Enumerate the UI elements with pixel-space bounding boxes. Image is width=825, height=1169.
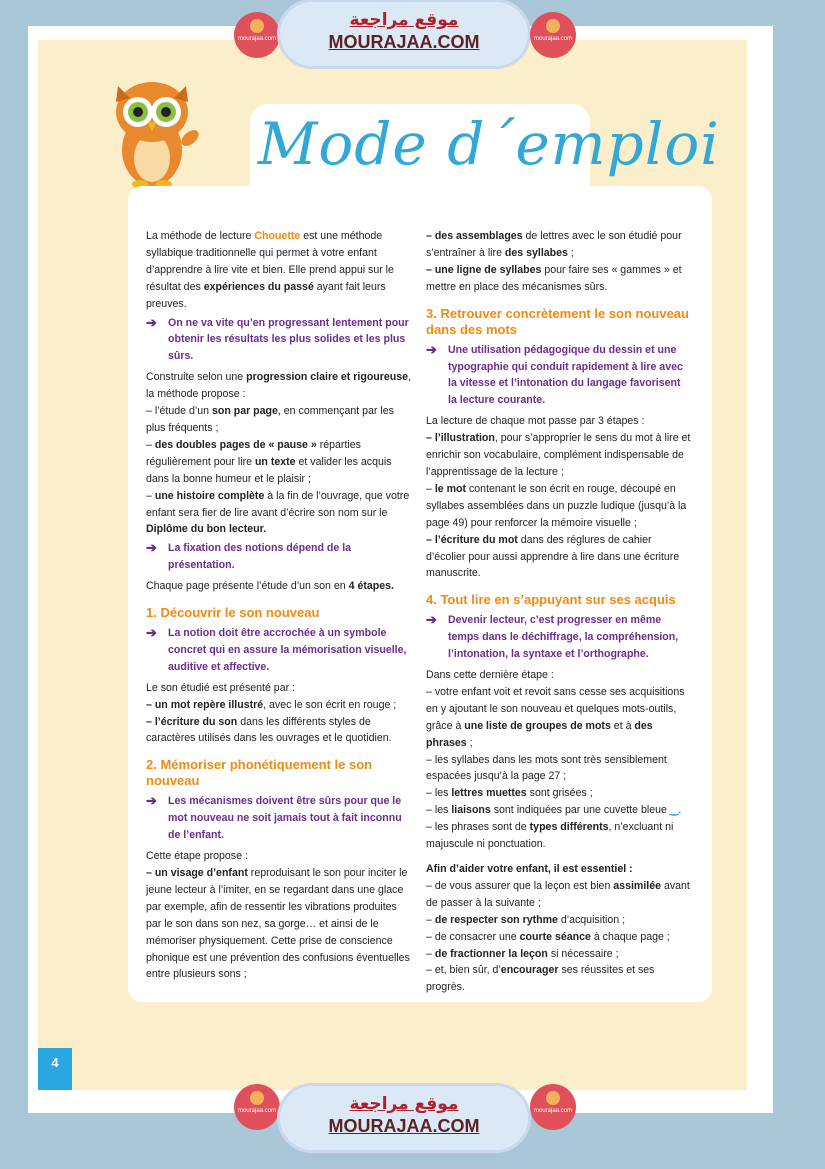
banner-arabic: موقع مراجعة bbox=[349, 10, 459, 30]
logo-mark-icon bbox=[250, 19, 264, 33]
step1-key-point: ➔ La notion doit être accrochée à un symbole concret qui en assure la mémorisation visuelle, auditive et affective. bbox=[146, 625, 407, 673]
arrow-right-icon: ➔ bbox=[146, 314, 157, 330]
list-item: – de vous assurer que la leçon est bien assimilée avant de passer à la suivante ; bbox=[426, 879, 690, 909]
right-column bbox=[426, 228, 692, 996]
key-point-2: ➔ La fixation des notions dépend de la présentation. bbox=[146, 540, 352, 572]
step3-heading: 3. Retrouver concrètement le son nouveau dans des mots bbox=[426, 305, 689, 337]
list-item: – l’écriture du son dans les différents styles de caractères utilisés dans les ouvrages et le quotidien. bbox=[146, 715, 392, 745]
page-title: Mode d´emploi bbox=[258, 110, 720, 178]
list-item: – le mot contenant le son écrit en rouge, découpé en syllabes assemblées dans un puzzle ludique (jusqu’à la page 49) pour renforcer la mémoire visuelle ; bbox=[426, 482, 687, 529]
list-item: – l’illustration, pour s’approprier le sens du mot à lire et enrichir son vocabulaire, complément indispensable de l’apprentissage de la lecture ; bbox=[426, 432, 691, 478]
advice-heading: Afin d’aider votre enfant, il est essentiel : bbox=[426, 863, 633, 875]
step3-key-point: ➔ Une utilisation pédagogique du dessin et une typographie qui conduit rapidement à lire avec la vitesse et l’intonation du langage favorisent la lecture courante. bbox=[426, 341, 683, 407]
list-item: – l’étude d’un son par page, en commençant par les plus fréquents ; bbox=[146, 405, 394, 434]
arrow-right-icon: ➔ bbox=[146, 625, 157, 641]
logo-mark-icon bbox=[546, 19, 560, 33]
step2-paragraph: Cette étape propose : bbox=[146, 850, 248, 863]
intro-paragraph-3: Chaque page présente l’étude d’un son en 4 étapes. bbox=[146, 580, 394, 593]
logo-left-bottom bbox=[234, 1084, 280, 1130]
list-item: – les lettres muettes sont grisées ; bbox=[426, 787, 593, 800]
logo-text: mourajaa.com bbox=[237, 36, 276, 42]
step2-key-point: ➔ Les mécanismes doivent être sûrs pour que le mot nouveau ne soit jamais tout à fait inconnu de l’enfant. bbox=[146, 793, 402, 842]
liaison-mark-icon: ‿ bbox=[669, 804, 679, 817]
step3-paragraph: La lecture de chaque mot passe par 3 étapes : bbox=[426, 415, 645, 428]
arrow-right-icon: ➔ bbox=[426, 612, 437, 628]
step1-heading: 1. Découvrir le son nouveau bbox=[146, 605, 320, 621]
list-item: – des assemblages de lettres avec le son étudié pour s’entraîner à lire des syllabes ; bbox=[426, 230, 682, 259]
step4-key-point: ➔ Devenir lecteur, c’est progresser en même temps dans le déchiffrage, la compréhension, l’intonation, la syntaxe et l’orthographe. bbox=[426, 612, 679, 661]
site-banner-bottom[interactable] bbox=[280, 1086, 528, 1150]
key-point-1: ➔ On ne va vite qu’en progressant lentement pour obtenir les résultats les plus solides et les plus sûrs. bbox=[146, 314, 409, 363]
list-item: – des doubles pages de « pause » réparties régulièrement pour lire un texte et valider les acquis dans la bonne humeur et le plaisir ; bbox=[146, 438, 392, 485]
list-item: – une histoire complète à la fin de l’ouvrage, que votre enfant sera fier de lire avant d’écrire son nom sur le Diplôme du bon lecteur. bbox=[146, 489, 410, 536]
page-number: 4 bbox=[38, 1048, 72, 1090]
list-item: – les phrases sont de types différents, n’excluant ni majuscule ni ponctuation. bbox=[426, 821, 674, 851]
list-item: – de fractionner la leçon si nécessaire ; bbox=[426, 947, 619, 960]
site-banner-top[interactable] bbox=[280, 2, 528, 66]
arrow-right-icon: ➔ bbox=[146, 793, 157, 809]
list-item: – de respecter son rythme d’acquisition ; bbox=[426, 913, 626, 926]
list-item: – et, bien sûr, d’encourager ses réussites et ses progrès. bbox=[426, 964, 655, 994]
logo-mark-icon bbox=[250, 1091, 264, 1105]
banner-arabic: موقع مراجعة bbox=[349, 1094, 459, 1114]
step1-paragraph: Le son étudié est présenté par : bbox=[146, 681, 296, 694]
step4-heading: 4. Tout lire en s’appuyant sur ses acquis bbox=[426, 592, 676, 608]
list-item: – l’écriture du mot dans des réglures de cahier d’écolier pour aussi apprendre à lire dans une écriture manuscrite. bbox=[426, 533, 680, 580]
owl-mascot-icon bbox=[108, 78, 200, 190]
list-item: – votre enfant voit et revoit sans cesse ses acquisitions en y ajoutant le son nouveau et quelques mots-outils, grâce à une liste de groupes de mots et à des phrases ; bbox=[426, 685, 685, 749]
intro-paragraph-2: Construite selon une progression claire et rigoureuse, la méthode propose : bbox=[146, 371, 411, 401]
logo-text: mourajaa.com bbox=[533, 36, 572, 42]
logo-left-top bbox=[234, 12, 280, 58]
list-item: – les syllabes dans les mots sont très sensiblement espacées jusqu’à la page 27 ; bbox=[426, 753, 667, 783]
list-item: – de consacrer une courte séance à chaque page ; bbox=[426, 930, 670, 943]
logo-text: mourajaa.com bbox=[533, 1108, 572, 1114]
step4-paragraph: Dans cette dernière étape : bbox=[426, 669, 554, 682]
list-item: – une ligne de syllabes pour faire ses « gammes » et mettre en place des mécanismes sûrs. bbox=[426, 263, 682, 293]
banner-site[interactable]: MOURAJAA.COM bbox=[328, 1116, 480, 1136]
arrow-right-icon: ➔ bbox=[426, 341, 437, 357]
logo-text: mourajaa.com bbox=[237, 1108, 276, 1114]
logo-right-bottom bbox=[530, 1084, 576, 1130]
banner-site[interactable]: MOURAJAA.COM bbox=[328, 32, 480, 52]
logo-mark-icon bbox=[546, 1091, 560, 1105]
arrow-right-icon: ➔ bbox=[146, 540, 157, 556]
left-column bbox=[146, 228, 412, 983]
intro-paragraph: La méthode de lecture Chouette est une méthode syllabique traditionnelle qui permet à votre enfant d’apprendre à lire vite et bien. Elle prend appui sur le résultat des expériences du passé ayant fait leurs preuves. bbox=[146, 230, 394, 310]
logo-right-top bbox=[530, 12, 576, 58]
list-item: – les liaisons sont indiquées par une cuvette bleue ‿. bbox=[426, 804, 682, 817]
list-item: – un mot repère illustré, avec le son écrit en rouge ; bbox=[146, 698, 397, 711]
spacer bbox=[426, 853, 692, 861]
list-item: – un visage d’enfant reproduisant le son pour inciter le jeune lecteur à l’imiter, en se regardant dans une glace par exemple, afin de ressentir les vibrations produites par le son dans son nez, sa gorge… et ainsi de le mémoriser physiquement. Cette prise de conscience phonique est une prévention des confusions éventuelles entre plusieurs sons ; bbox=[146, 867, 410, 981]
step2-heading: 2. Mémoriser phonétiquement le son nouveau bbox=[146, 757, 373, 789]
